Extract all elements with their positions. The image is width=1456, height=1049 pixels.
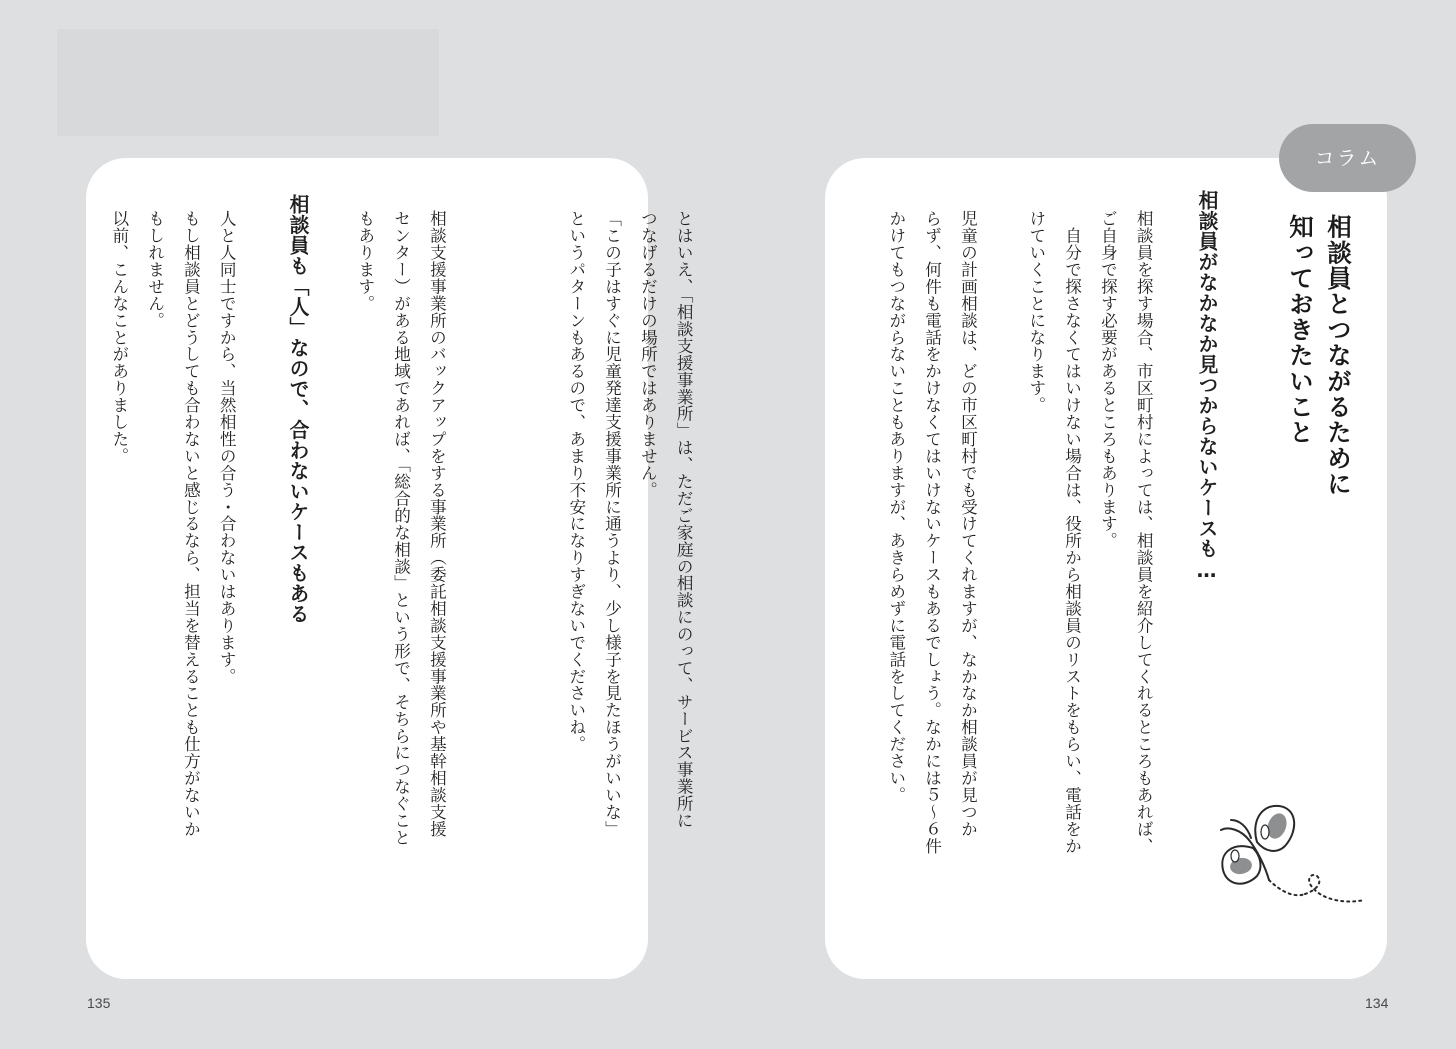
right-paragraph-2: 児童の計画相談は、どの市区町村でも受けてくれますが、なかなか相談員が見つか らず、何件も電話をかけなくてはいけないケースもあるでしょう。なかには５～６件 かけてもつながらないこともありますが、あきらめずに電話をしてください。 — [886, 210, 978, 855]
right-section-heading: 相談員がなかなか見つからないケースも… — [1195, 190, 1218, 583]
page-number-right: 134 — [1365, 995, 1389, 1011]
column-badge: コラム — [1279, 124, 1416, 192]
left-paragraph-2: 相談支援事業所のバックアップをする事業所（委託相談支援事業所や基幹相談支援 センター）がある地域であれば、「総合的な相談」という形で、そちらにつなぐこと もあります。 — [355, 210, 447, 846]
left-page-card — [86, 158, 694, 979]
left-section-heading: 相談員も「人」なので、合わないケースもある — [286, 194, 309, 625]
column-title: 相談員とつながるために 知っておきたいこと — [1286, 214, 1353, 497]
page-number-left: 135 — [87, 995, 111, 1011]
right-paragraph-1: 相談員を探す場合、市区町村によっては、相談員を紹介してくれるところもあれば、 ご自身で探す必要があるところもあります。 自分で探さなくてはいけない場合は、役所から相談員のリストをもらい、電話をか けていくことになります。 — [1026, 210, 1154, 855]
blank-placeholder-box — [57, 29, 439, 136]
butterfly-icon — [1205, 796, 1370, 920]
left-paragraph-3: 人と人同士ですから、当然相性の合う・合わないはあります。 もし相談員とどうしても合わないと感じるなら、担当を替えることも仕方がないか もしれません。 以前、こんなことがありました。 — [109, 210, 237, 838]
left-paragraph-1: とはいえ、「相談支援事業所」は、ただご家庭の相談にのって、サービス事業所に つなげるだけの場所ではありません。 「この子はすぐに児童発達支援事業所に通うより、少し様子を見たほうがいいな」 というパターンもあるので、あまり不安になりすぎないでくださいね。 — [566, 210, 694, 838]
